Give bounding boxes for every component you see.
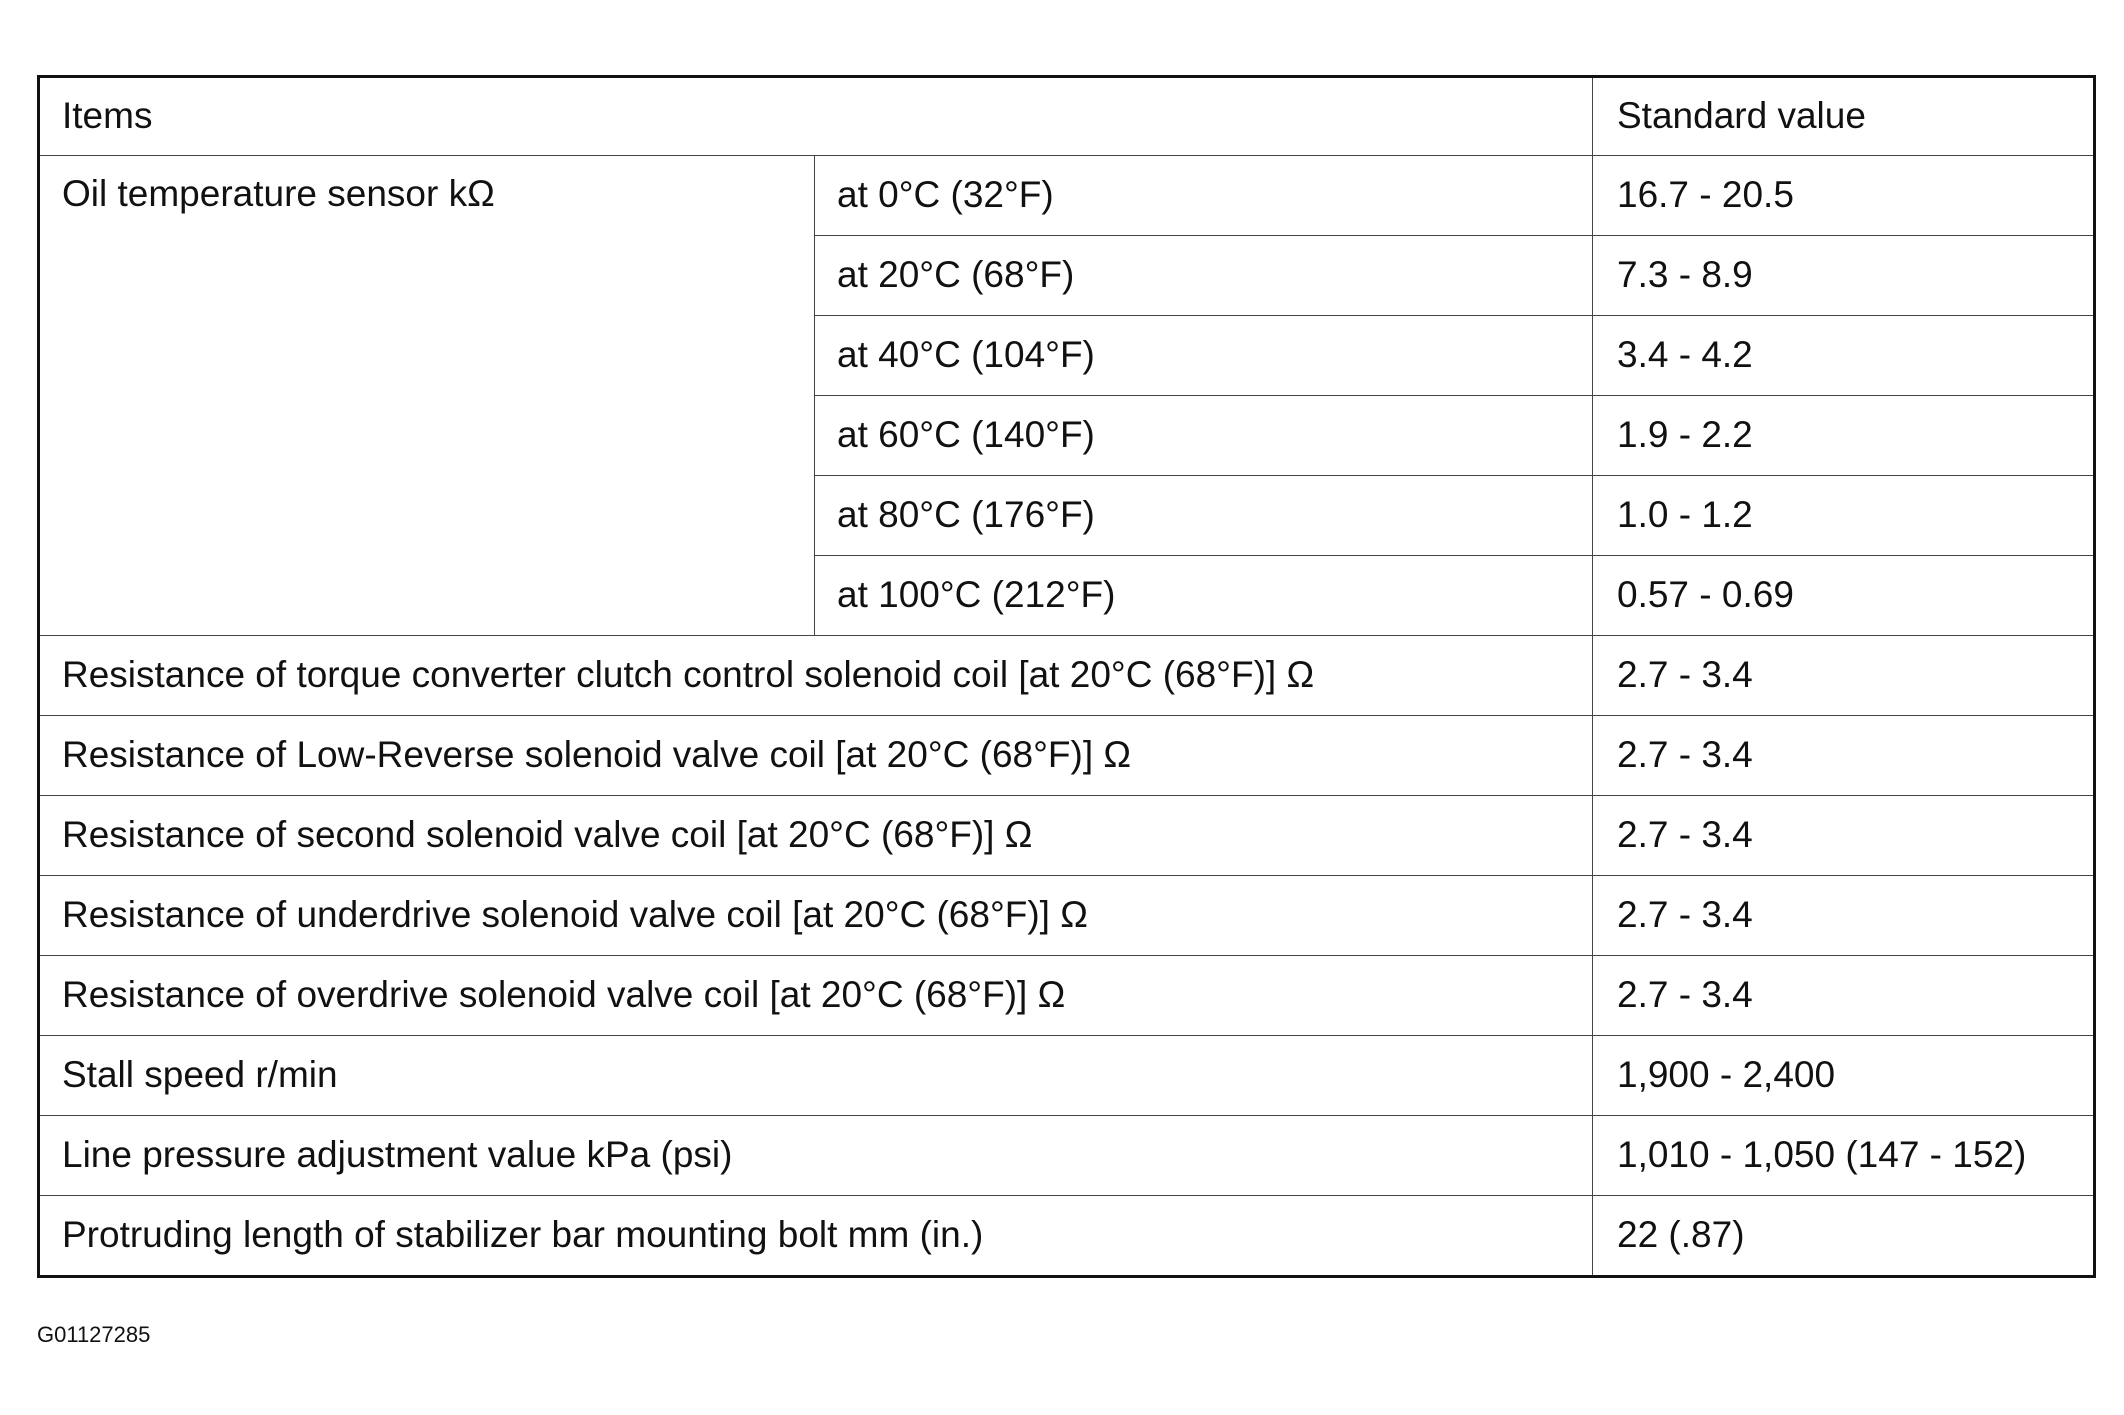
spec-value: 2.7 - 3.4 [1593, 636, 2095, 716]
table-row [39, 1116, 2095, 1196]
spec-item: Resistance of Low-Reverse solenoid valve coil [at 20°C (68°F)] Ω [39, 716, 1593, 796]
oil-temp-value: 1.9 - 2.2 [1593, 396, 2095, 476]
table-row [39, 716, 2095, 796]
spec-value: 2.7 - 3.4 [1593, 796, 2095, 876]
oil-temp-condition: at 60°C (140°F) [815, 396, 1593, 476]
spec-table [37, 75, 2096, 1278]
oil-temp-value: 3.4 - 4.2 [1593, 316, 2095, 396]
figure-id: G01127285 [37, 1322, 151, 1347]
oil-temp-value: 7.3 - 8.9 [1593, 236, 2095, 316]
spec-value: 2.7 - 3.4 [1593, 956, 2095, 1036]
header-items: Items [39, 77, 1593, 156]
spec-value: 1,010 - 1,050 (147 - 152) [1593, 1116, 2095, 1196]
table-header-row [39, 77, 2095, 156]
spec-item: Stall speed r/min [39, 1036, 1593, 1116]
spec-value: 22 (.87) [1593, 1196, 2095, 1277]
spec-item: Protruding length of stabilizer bar mounting bolt mm (in.) [39, 1196, 1593, 1277]
spec-value: 1,900 - 2,400 [1593, 1036, 2095, 1116]
oil-temp-condition: at 40°C (104°F) [815, 316, 1593, 396]
spec-item: Resistance of torque converter clutch control solenoid coil [at 20°C (68°F)] Ω [39, 636, 1593, 716]
table-row [39, 796, 2095, 876]
table-row [39, 956, 2095, 1036]
table-row [39, 876, 2095, 956]
spec-item: Resistance of overdrive solenoid valve coil [at 20°C (68°F)] Ω [39, 956, 1593, 1036]
oil-temp-sensor-label: Oil temperature sensor kΩ [39, 156, 815, 636]
spec-value: 2.7 - 3.4 [1593, 716, 2095, 796]
oil-temp-condition: at 0°C (32°F) [815, 156, 1593, 236]
table-row [39, 156, 2095, 236]
table-row [39, 1196, 2095, 1277]
spec-item: Line pressure adjustment value kPa (psi) [39, 1116, 1593, 1196]
oil-temp-condition: at 80°C (176°F) [815, 476, 1593, 556]
spec-value: 2.7 - 3.4 [1593, 876, 2095, 956]
oil-temp-value: 1.0 - 1.2 [1593, 476, 2095, 556]
oil-temp-condition: at 100°C (212°F) [815, 556, 1593, 636]
oil-temp-condition: at 20°C (68°F) [815, 236, 1593, 316]
spec-item: Resistance of second solenoid valve coil [at 20°C (68°F)] Ω [39, 796, 1593, 876]
header-standard-value: Standard value [1593, 77, 2095, 156]
table-row [39, 636, 2095, 716]
table-row [39, 1036, 2095, 1116]
oil-temp-value: 0.57 - 0.69 [1593, 556, 2095, 636]
oil-temp-value: 16.7 - 20.5 [1593, 156, 2095, 236]
spec-item: Resistance of underdrive solenoid valve coil [at 20°C (68°F)] Ω [39, 876, 1593, 956]
